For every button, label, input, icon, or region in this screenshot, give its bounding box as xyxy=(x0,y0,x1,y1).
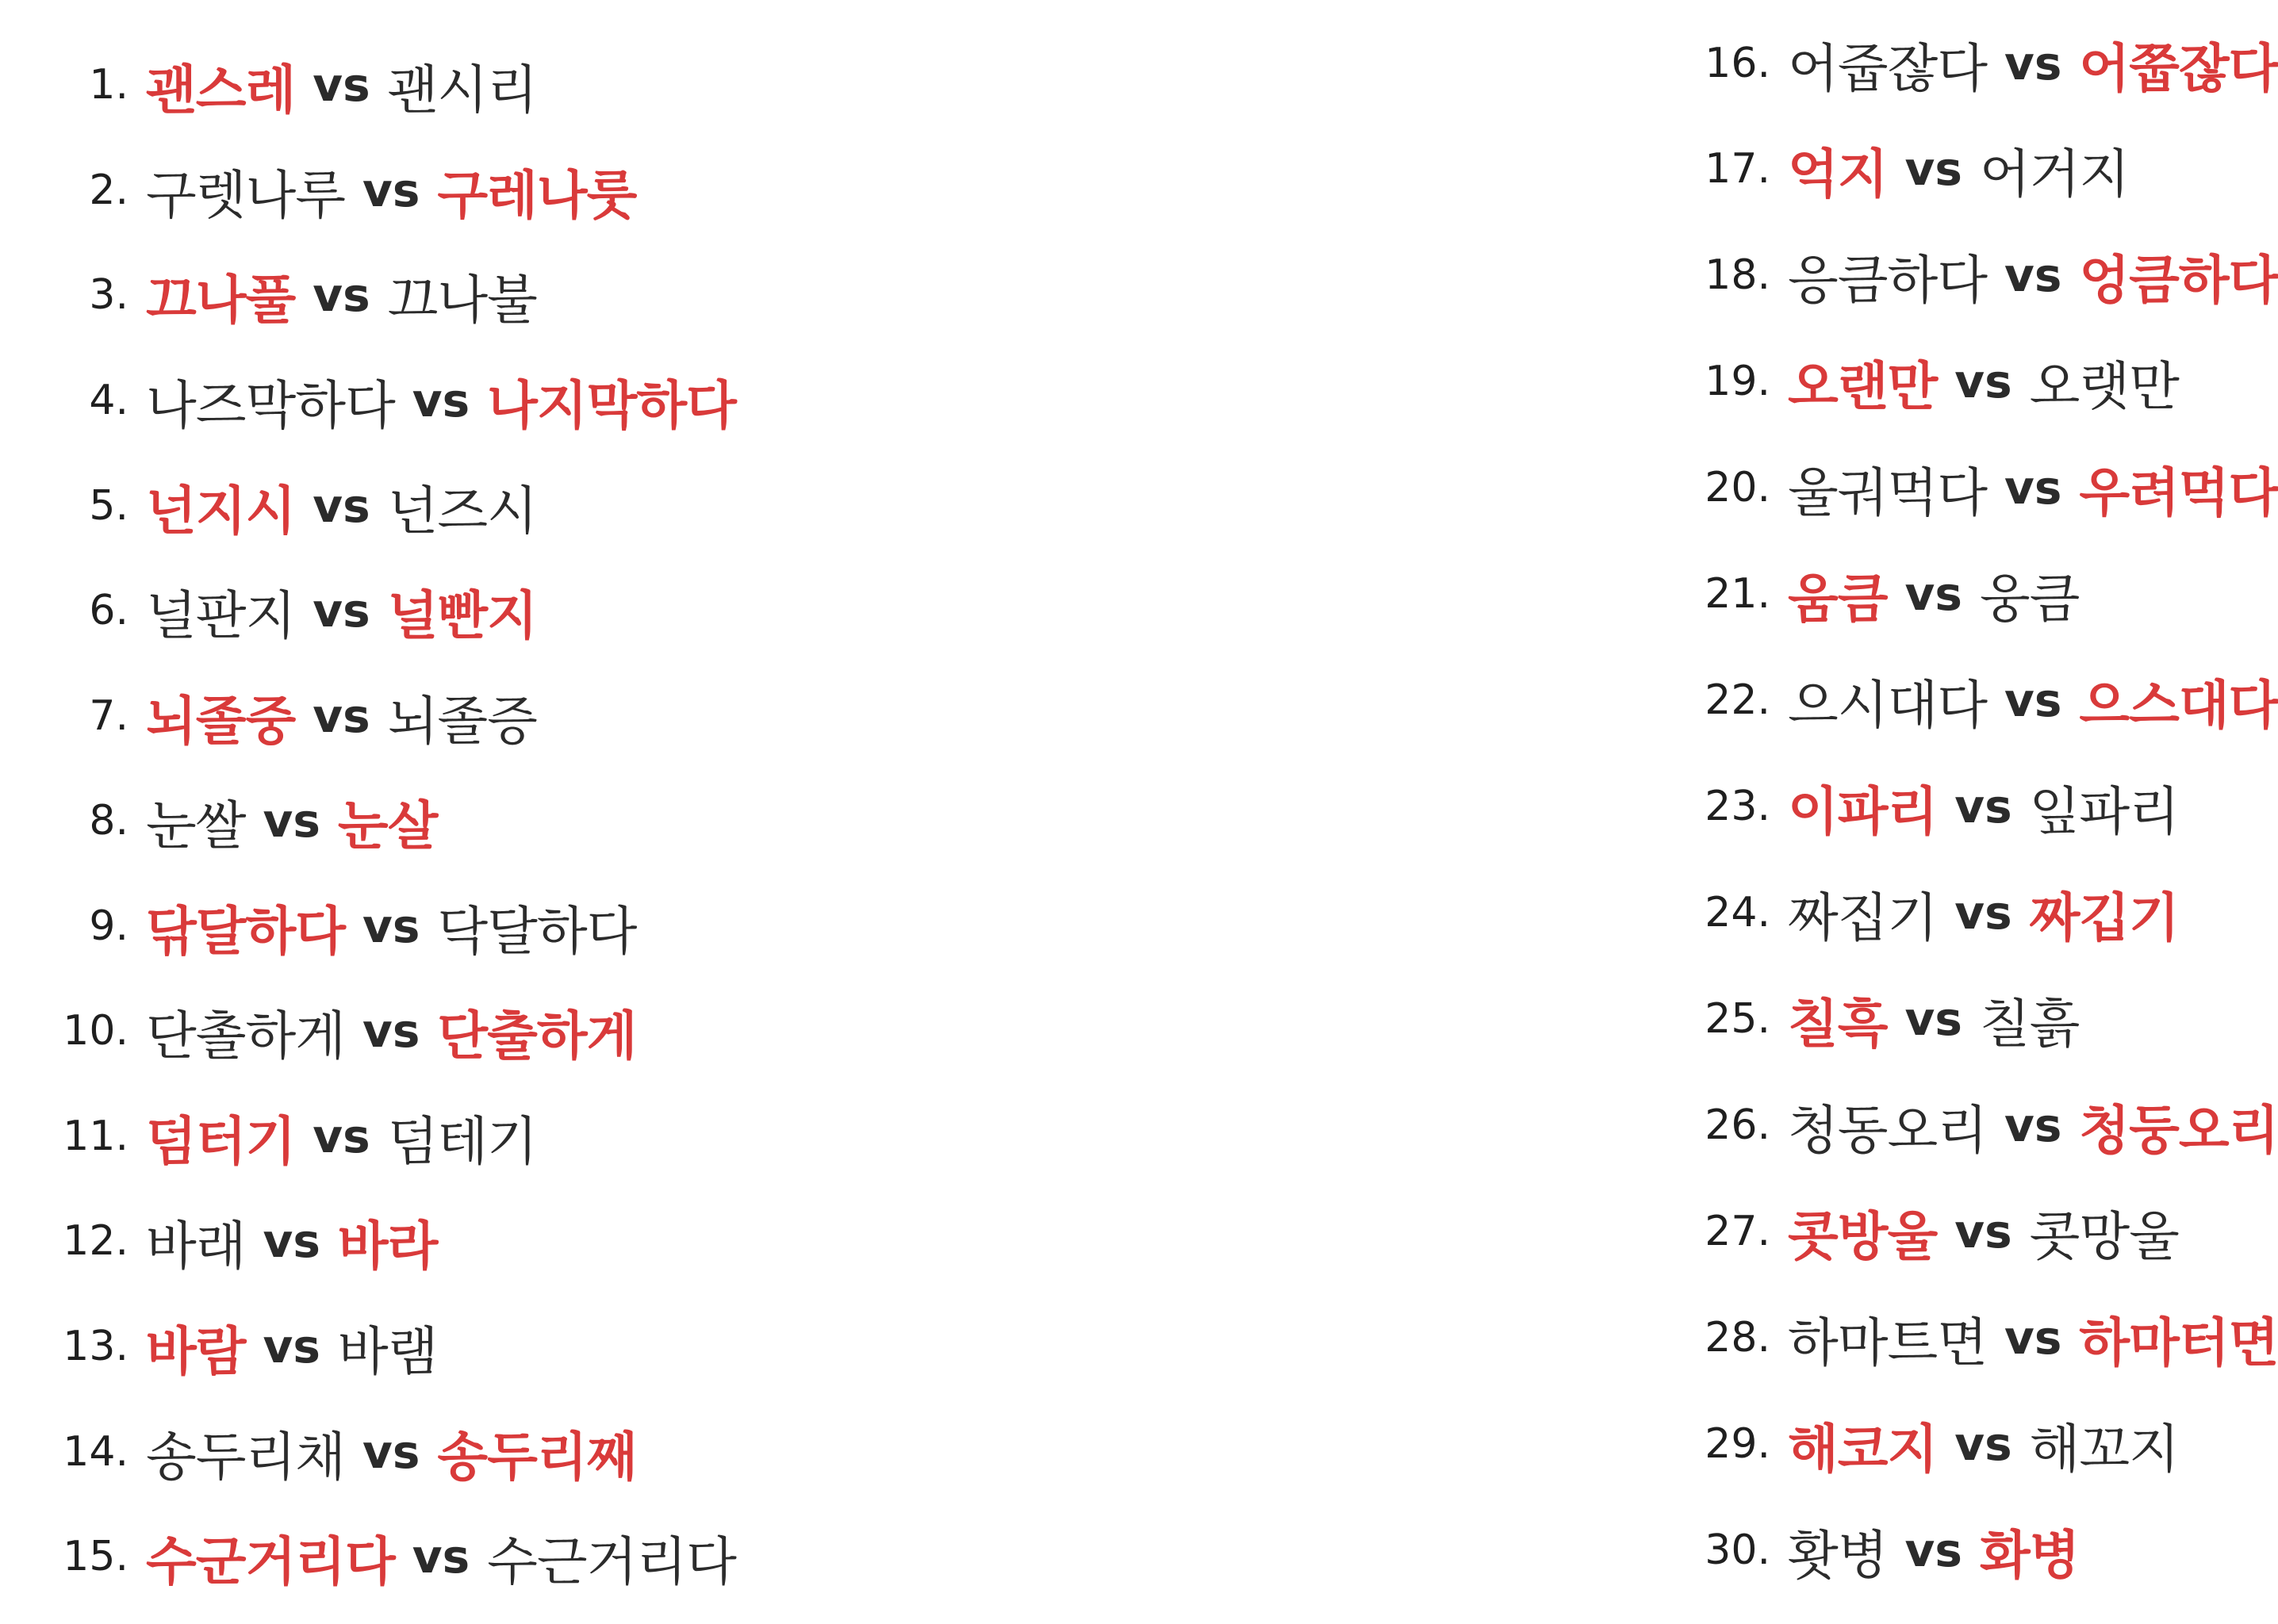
first-word: 나즈막하다 xyxy=(146,374,395,436)
second-word: 나지막하다 xyxy=(487,374,736,436)
list-item xyxy=(0,365,736,436)
list-item xyxy=(0,1416,636,1488)
vs-label: vs xyxy=(362,163,420,217)
second-word: 널빤지 xyxy=(387,584,537,646)
list-item xyxy=(0,1521,736,1592)
first-word: 송두리채 xyxy=(146,1426,346,1488)
second-word: 잎파리 xyxy=(2029,780,2179,842)
list-item xyxy=(817,877,2179,948)
item-number: 17. xyxy=(1705,145,1770,193)
item-number: 22. xyxy=(1705,676,1770,724)
vs-label: vs xyxy=(1904,992,1962,1046)
list-item xyxy=(817,1408,2179,1480)
vs-label: vs xyxy=(1954,354,2012,408)
second-word: 화병 xyxy=(1979,1524,2080,1586)
vs-label: vs xyxy=(313,1109,370,1163)
second-word: 구레나룻 xyxy=(437,164,637,226)
item-number: 21. xyxy=(1705,570,1770,618)
item-number: 30. xyxy=(1705,1526,1770,1574)
item-number: 9. xyxy=(89,902,128,950)
second-word: 송두리째 xyxy=(437,1426,637,1488)
item-number: 8. xyxy=(89,797,128,845)
second-word: 우려먹다 xyxy=(2079,462,2278,523)
second-word: 청둥오리 xyxy=(2079,1099,2278,1161)
list-item xyxy=(817,665,2278,736)
list-item xyxy=(0,155,636,226)
first-word: 덤터기 xyxy=(146,1110,296,1172)
vs-label: vs xyxy=(313,584,370,638)
vs-label: vs xyxy=(313,689,370,743)
second-word: 수근거리다 xyxy=(487,1530,736,1592)
first-word: 울궈먹다 xyxy=(1788,462,1988,523)
item-number: 18. xyxy=(1705,251,1770,299)
item-number: 14. xyxy=(63,1428,128,1476)
first-word: 바래 xyxy=(146,1215,246,1277)
first-word: 구렛나루 xyxy=(146,164,346,226)
vs-label: vs xyxy=(1904,567,1962,621)
first-word: 단촐하게 xyxy=(146,1005,346,1067)
list-item xyxy=(817,1090,2278,1161)
vs-label: vs xyxy=(313,479,370,533)
first-word: 응큼하다 xyxy=(1788,249,1988,311)
item-number: 2. xyxy=(89,167,128,214)
list-item xyxy=(817,1196,2179,1267)
second-word: 웅큼 xyxy=(1979,568,2080,630)
first-word: 눈쌀 xyxy=(146,795,246,856)
vs-label: vs xyxy=(2004,36,2062,90)
second-word: 짜깁기 xyxy=(2029,887,2179,948)
vs-label: vs xyxy=(263,1214,320,1268)
item-number: 24. xyxy=(1705,889,1770,936)
second-word: 바라 xyxy=(337,1215,438,1277)
list-item xyxy=(817,1515,2079,1586)
list-item xyxy=(0,259,537,331)
first-word: 널판지 xyxy=(146,584,296,646)
vs-label: vs xyxy=(2004,461,2062,515)
second-word: 닥달하다 xyxy=(437,900,637,962)
second-word: 오랫만 xyxy=(2029,355,2179,417)
list-item xyxy=(0,680,537,752)
list-item xyxy=(817,239,2278,311)
vs-label: vs xyxy=(362,899,420,953)
item-number: 4. xyxy=(89,377,128,424)
vs-label: vs xyxy=(1954,779,2012,833)
item-number: 3. xyxy=(89,271,128,319)
second-word: 괜시리 xyxy=(387,59,537,121)
list-item xyxy=(817,1302,2278,1373)
first-word: 뇌졸중 xyxy=(146,690,296,752)
list-item xyxy=(0,891,636,962)
list-item xyxy=(817,28,2278,99)
first-word: 괜스레 xyxy=(146,59,296,121)
vs-label: vs xyxy=(362,1004,420,1058)
list-item xyxy=(0,1205,437,1277)
first-word: 콧방울 xyxy=(1788,1205,1938,1267)
list-item xyxy=(817,771,2179,842)
vs-label: vs xyxy=(2004,1311,2062,1365)
item-number: 28. xyxy=(1705,1314,1770,1362)
list-item xyxy=(817,558,2079,630)
list-item xyxy=(0,470,537,542)
first-word: 닦달하다 xyxy=(146,900,346,962)
item-number: 1. xyxy=(89,61,128,109)
second-word: 어쭙잖다 xyxy=(2079,37,2278,99)
first-word: 하마트면 xyxy=(1788,1312,1988,1373)
list-item xyxy=(817,983,2079,1055)
vs-label: vs xyxy=(1954,1205,2012,1258)
list-item xyxy=(0,49,537,121)
item-number: 5. xyxy=(89,482,128,530)
item-number: 26. xyxy=(1705,1101,1770,1149)
vs-label: vs xyxy=(2004,1098,2062,1152)
vs-label: vs xyxy=(313,58,370,112)
second-word: 엉큼하다 xyxy=(2079,249,2278,311)
first-word: 청동오리 xyxy=(1788,1099,1988,1161)
second-word: 칠흙 xyxy=(1979,993,2080,1055)
second-word: 하마터면 xyxy=(2079,1312,2278,1373)
item-number: 16. xyxy=(1705,40,1770,87)
vs-label: vs xyxy=(263,1320,320,1373)
second-word: 덤테기 xyxy=(387,1110,537,1172)
first-word: 칠흑 xyxy=(1788,993,1888,1055)
list-item xyxy=(0,1101,537,1172)
second-word: 으스대다 xyxy=(2079,674,2278,736)
second-word: 뇌졸증 xyxy=(387,690,537,752)
second-word: 어거지 xyxy=(1979,143,2130,205)
vs-label: vs xyxy=(1904,1523,1962,1577)
list-item xyxy=(817,346,2179,417)
second-word: 단출하게 xyxy=(437,1005,637,1067)
first-word: 바람 xyxy=(146,1320,246,1382)
second-word: 바램 xyxy=(337,1320,438,1382)
list-item xyxy=(817,133,2129,205)
first-word: 짜집기 xyxy=(1788,887,1938,948)
list-item xyxy=(0,785,437,856)
first-word: 끄나풀 xyxy=(146,269,296,331)
item-number: 29. xyxy=(1705,1420,1770,1468)
vs-label: vs xyxy=(1954,1417,2012,1471)
vs-label: vs xyxy=(2004,248,2062,302)
item-number: 7. xyxy=(89,692,128,740)
item-number: 13. xyxy=(63,1323,128,1370)
vs-label: vs xyxy=(1954,886,2012,940)
first-word: 억지 xyxy=(1788,143,1888,205)
vs-label: vs xyxy=(313,268,370,322)
item-number: 15. xyxy=(63,1533,128,1580)
item-number: 20. xyxy=(1705,464,1770,511)
list-item xyxy=(0,1311,437,1382)
first-word: 이파리 xyxy=(1788,780,1938,842)
item-number: 27. xyxy=(1705,1208,1770,1255)
vs-label: vs xyxy=(412,1530,470,1584)
first-word: 으시대다 xyxy=(1788,674,1988,736)
item-number: 12. xyxy=(63,1217,128,1265)
item-number: 6. xyxy=(89,587,128,634)
first-word: 넌지시 xyxy=(146,480,296,542)
first-word: 해코지 xyxy=(1788,1418,1938,1480)
second-word: 끄나불 xyxy=(387,269,537,331)
vs-label: vs xyxy=(1904,142,1962,196)
vs-label: vs xyxy=(412,373,470,427)
item-number: 10. xyxy=(63,1007,128,1055)
second-word: 해꼬지 xyxy=(2029,1418,2179,1480)
first-word: 홧병 xyxy=(1788,1524,1888,1586)
second-word: 넌즈시 xyxy=(387,480,537,542)
first-word: 오랜만 xyxy=(1788,355,1938,417)
first-word: 수군거리다 xyxy=(146,1530,395,1592)
second-word: 콧망울 xyxy=(2029,1205,2179,1267)
item-number: 19. xyxy=(1705,358,1770,405)
item-number: 11. xyxy=(63,1113,128,1160)
list-item xyxy=(817,452,2278,523)
item-number: 23. xyxy=(1705,783,1770,830)
list-item xyxy=(0,575,537,646)
list-item xyxy=(0,995,636,1067)
vs-label: vs xyxy=(2004,673,2062,727)
first-word: 움큼 xyxy=(1788,568,1888,630)
first-word: 어줍잖다 xyxy=(1788,37,1988,99)
vs-label: vs xyxy=(362,1425,420,1479)
item-number: 25. xyxy=(1705,995,1770,1043)
vs-label: vs xyxy=(263,794,320,848)
second-word: 눈살 xyxy=(337,795,438,856)
